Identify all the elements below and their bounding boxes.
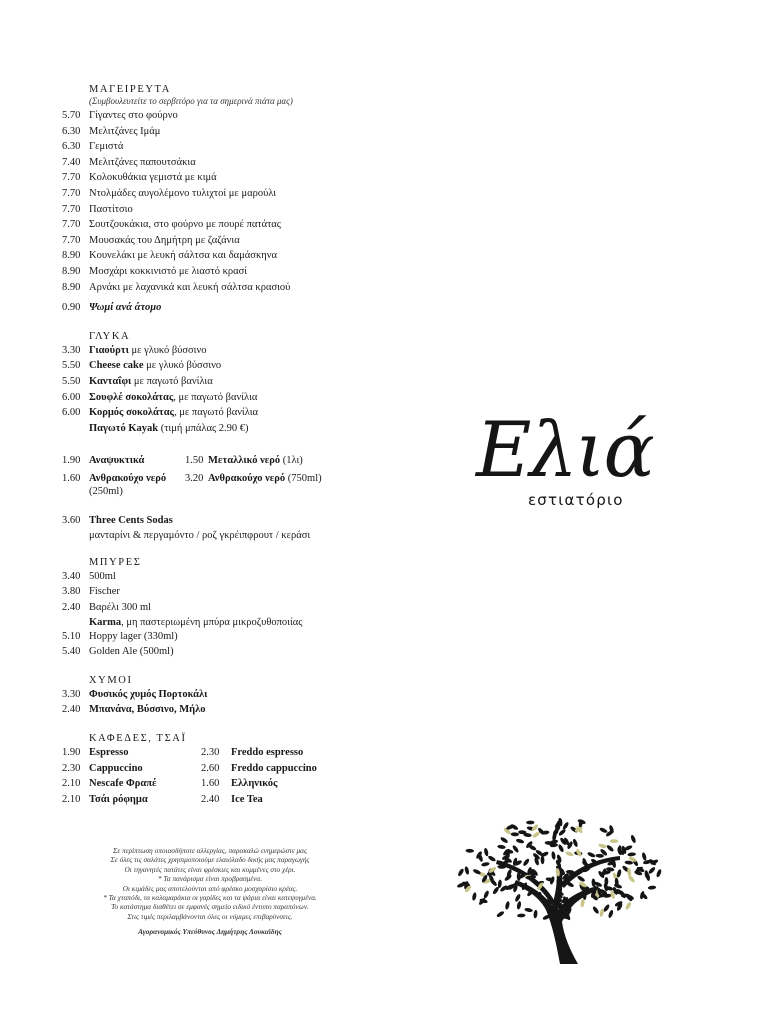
menu-item	[62, 569, 362, 585]
dessert-name: Cheese cake	[89, 360, 144, 372]
dessert-name: Γιαούρτι	[89, 344, 129, 356]
price: 6.00	[62, 407, 81, 419]
juice-name: Μπανάνα, Βύσσινο, Μήλο	[89, 704, 206, 716]
kayak-item	[62, 421, 362, 437]
leaf	[595, 854, 604, 858]
price: 7.40	[62, 156, 81, 168]
price: 7.70	[62, 234, 81, 246]
menu-item	[62, 584, 362, 600]
leaf	[517, 913, 526, 917]
price: 3.30	[62, 344, 81, 356]
restaurant-logo	[470, 405, 670, 515]
bread-item	[62, 300, 362, 316]
leaf	[625, 901, 632, 910]
price: 6.30	[62, 141, 81, 153]
leaf	[577, 875, 586, 883]
menu-item	[62, 280, 362, 296]
leaf	[606, 844, 615, 852]
dessert-desc: με γλυκό βύσσινο	[143, 360, 222, 372]
dish-name: Αρνάκι με λαχανικά και λευκή σάλτσα κρασιού	[89, 281, 291, 293]
price: 2.40	[62, 704, 81, 716]
dish-name: Γεμιστά	[89, 141, 124, 153]
section-title-glyka: ΓΛΥΚΑ	[89, 330, 131, 342]
price: 7.70	[62, 203, 81, 215]
dessert-name: Κορμός σοκολάτας	[89, 407, 174, 419]
footnote-line: Σε περίπτωση οποιασδήποτε αλλεργίας, παρακαλώ ενημερώστε μας	[113, 846, 307, 855]
menu-item	[62, 248, 362, 264]
responsible-person: Αγορανομικός Υπεύθυνος Δημήτρης Λουκαϊδης	[138, 927, 282, 937]
leaf	[511, 832, 520, 836]
beer-name: Βαρέλι 300 ml	[89, 602, 152, 614]
icecream-name: Παγωτό Kayak	[89, 422, 159, 434]
price: 1.50	[185, 455, 204, 467]
drink-volume: (250ml)	[89, 486, 123, 498]
sodas-item	[62, 513, 362, 529]
footnote-line: * Τα χταπόδι, τα καλαμαράκια οι γαρίδες και τα ψάρια είναι κατεψυγμένα.	[103, 893, 317, 903]
leaf	[487, 855, 496, 863]
price: 1.60	[201, 778, 220, 790]
price: 1.60	[62, 473, 81, 485]
menu-item	[62, 170, 362, 186]
coffee-row	[62, 745, 362, 761]
menu-item	[62, 202, 362, 218]
leaf	[641, 852, 647, 861]
drink-name: Ανθρακούχο νερό	[208, 473, 286, 485]
leaf	[483, 890, 490, 899]
menu-item	[62, 629, 362, 645]
menu-item	[62, 217, 362, 233]
leaf	[630, 834, 637, 843]
price: 0.90	[62, 302, 81, 314]
leaf	[496, 910, 505, 918]
footnote-line: Οι τηγανητές πατάτες είναι φρέσκιες και κομμένες στο χέρι.	[124, 864, 296, 874]
footnote-line: Στις τιμές περιλαμβάνονται όλες οι νόμιμες επιβαρύνσεις.	[127, 911, 293, 921]
dish-name: Ντολμάδες αυγολέμονο τυλιχτοί με μαρούλι	[89, 187, 277, 199]
price: 8.90	[62, 265, 81, 277]
price: 2.40	[62, 602, 81, 614]
price: 3.40	[62, 570, 81, 582]
sodas-flavours: μανταρίνι & περγαμόντο / ροζ γκρέιπφρουτ / κεράσι	[89, 529, 311, 541]
leaf	[648, 885, 657, 890]
menu-item	[62, 139, 362, 155]
footnote-line: * Τα πανάρισμα είναι προβρασμένα.	[157, 874, 263, 884]
juice-name: Φυσικός χυμός Πορτοκάλι	[89, 688, 208, 700]
leaf	[532, 831, 541, 839]
drink-desc: (750ml)	[285, 473, 322, 485]
beer-name: Golden Ale (500ml)	[89, 646, 174, 658]
price: 5.50	[62, 375, 81, 387]
footnote-line: Οι κιμάδες μας αποτελούνται από φρέσκο μοσχαρίσιο κρέας.	[122, 883, 298, 893]
leaf	[572, 838, 579, 847]
icecream-desc: (τιμή μπάλας 2.90 €)	[158, 422, 249, 434]
leaf	[524, 907, 533, 912]
dessert-name: Σουφλέ σοκολάτας	[89, 391, 174, 403]
logo-subtitle: εστιατόριο	[528, 491, 624, 509]
price: 2.40	[201, 793, 220, 805]
leaf	[627, 852, 636, 857]
beer-name: Hoppy lager (330ml)	[89, 630, 178, 642]
dish-name: Ψωμί ανά άτομο	[89, 302, 162, 314]
coffee-name: Ελληνικός	[231, 778, 278, 790]
footnotes	[60, 846, 360, 937]
footnote-line: Το κατάστημα διαθέτει σε εμφανές σημείο ειδικό έντυπο παραπόνων.	[111, 902, 309, 912]
leaf	[464, 866, 470, 875]
leaf	[500, 836, 509, 844]
leaf	[610, 839, 618, 843]
leaf	[648, 866, 657, 875]
price: 5.40	[62, 646, 81, 658]
menu-item	[62, 186, 362, 202]
footnote-line: Σε όλες τις σαλάτες χρησιμοποιούμε ελαιόλαδο δικής μας παραγωγής	[110, 855, 310, 865]
menu-item	[62, 702, 362, 718]
drinks-row	[62, 454, 362, 467]
leaf	[522, 858, 530, 867]
dish-name: Σουτζουκάκια, στο φούρνο με πουρέ πατάτας	[89, 219, 281, 231]
price: 7.70	[62, 172, 81, 184]
coffee-name: Freddo cappuccino	[231, 762, 317, 774]
dessert-desc: , με παγωτό βανίλια	[173, 391, 258, 403]
price: 5.50	[62, 360, 81, 372]
menu-item	[62, 233, 362, 249]
menu-column	[62, 84, 362, 807]
menu-item	[62, 687, 362, 703]
mageireuta-list	[62, 108, 362, 295]
leaf	[598, 843, 607, 849]
price: 3.60	[62, 515, 81, 527]
leaf	[483, 848, 489, 857]
drink-name: Αναψυκτικά	[89, 455, 145, 467]
dish-name: Γίγαντες στο φούρνο	[89, 110, 178, 121]
leaf	[516, 901, 521, 910]
section-title-coffee: ΚΑΦΕΔΕΣ, ΤΣΑΪ	[89, 733, 187, 745]
section-title-beers: ΜΠΥΡΕΣ	[89, 556, 142, 568]
dish-name: Κουνελάκι με λευκή σάλτσα και δαμάσκηνα	[89, 250, 277, 262]
dish-name: Μελιτζάνες παπουτσάκια	[89, 156, 196, 168]
dish-name: Μελιτζάνες Ιμάμ	[89, 125, 161, 137]
menu-item	[62, 108, 362, 124]
price: 2.30	[201, 747, 220, 759]
dish-name: Παστίτσιο	[89, 203, 133, 215]
coffee-name: Espresso	[89, 747, 129, 759]
price: 2.10	[62, 778, 81, 790]
price: 1.90	[62, 747, 81, 759]
leaf	[457, 868, 465, 877]
leaf	[599, 827, 608, 834]
menu-item	[62, 343, 362, 359]
beer-desc: , μη παστεριωμένη μπύρα μικροζυθοποιίας	[121, 616, 303, 628]
drink-desc: (1λι)	[280, 455, 303, 467]
leaf	[656, 869, 663, 878]
leaf	[551, 851, 556, 860]
price: 1.90	[62, 455, 81, 467]
olive-tree-icon	[448, 814, 668, 964]
leaf	[514, 893, 521, 902]
section-title-mageireuta: ΜΑΓΕΙΡΕΥΤΑ	[89, 84, 171, 95]
menu-item	[62, 374, 362, 390]
coffee-name: Τσάι ρόφημα	[89, 793, 148, 805]
drink-name: Ανθρακούχο νερό	[89, 473, 167, 485]
leaf	[592, 906, 600, 915]
leaf	[497, 879, 502, 888]
price: 3.20	[185, 473, 204, 485]
section-note: (Συμβουλευτείτε το σερβιτόρο για τα σημερινά πιάτα μας)	[89, 96, 293, 106]
menu-item	[62, 155, 362, 171]
section-title-juices: ΧΥΜΟΙ	[89, 674, 133, 686]
karma-item	[62, 616, 362, 629]
coffee-row	[62, 761, 362, 777]
coffee-row	[62, 792, 362, 808]
price: 2.10	[62, 793, 81, 805]
dish-name: Κολοκυθάκια γεμιστά με κιμά	[89, 172, 217, 184]
coffee-name: Ice Tea	[231, 793, 263, 805]
price: 2.60	[201, 762, 220, 774]
menu-item	[62, 644, 362, 660]
drinks-row	[62, 472, 362, 485]
leaf	[580, 899, 585, 908]
price: 3.30	[62, 688, 81, 700]
leaf	[497, 844, 506, 849]
dish-name: Μουσακάς του Δημήτρη με ζαζάνια	[89, 234, 240, 246]
dessert-desc: , με παγωτό βανίλια	[173, 407, 259, 419]
price: 6.00	[62, 391, 81, 403]
price: 6.30	[62, 125, 81, 137]
price: 8.90	[62, 250, 81, 262]
leaf	[627, 874, 635, 883]
dish-name: Μοσχάρι κοκκινιστό με λιαστό κρασί	[89, 265, 248, 277]
dessert-desc: με παγωτό βανίλια	[131, 375, 213, 387]
beer-name: Fischer	[89, 586, 120, 598]
coffee-name: Cappuccino	[89, 762, 143, 774]
beer-name: Karma	[89, 616, 122, 628]
leaf	[557, 844, 564, 853]
dessert-desc: με γλυκό βύσσινο	[128, 344, 207, 356]
price: 7.70	[62, 219, 81, 231]
price: 7.70	[62, 187, 81, 199]
price: 2.30	[62, 762, 81, 774]
price: 5.10	[62, 630, 81, 642]
coffee-name: Freddo espresso	[231, 747, 304, 759]
beer-name: 500ml	[89, 570, 116, 582]
dessert-name: Κανταΐφι	[89, 375, 132, 387]
price: 8.90	[62, 281, 81, 293]
leaf	[608, 909, 615, 918]
leaf	[565, 851, 574, 858]
menu-item	[62, 390, 362, 406]
menu-item	[62, 264, 362, 280]
drink-name: Three Cents Sodas	[89, 515, 173, 527]
menu-item	[62, 600, 362, 616]
price: 5.70	[62, 110, 81, 121]
leaf	[472, 892, 477, 901]
price: 3.80	[62, 586, 81, 598]
leaf	[541, 856, 545, 864]
leaf	[466, 849, 475, 853]
menu-item	[62, 405, 362, 421]
logo-wordmark: Ελιά	[476, 405, 653, 494]
menu-item	[62, 358, 362, 374]
leaf	[505, 901, 511, 910]
coffee-row	[62, 776, 362, 792]
leaf	[526, 821, 534, 825]
leaf	[587, 851, 596, 858]
menu-item	[62, 124, 362, 140]
drink-name: Μεταλλικό νερό	[208, 455, 281, 467]
leaf	[562, 821, 570, 830]
leaf	[481, 862, 490, 867]
coffee-name: Nescafe Φραπέ	[89, 778, 157, 790]
leaf	[515, 838, 524, 844]
leaf	[533, 910, 538, 919]
